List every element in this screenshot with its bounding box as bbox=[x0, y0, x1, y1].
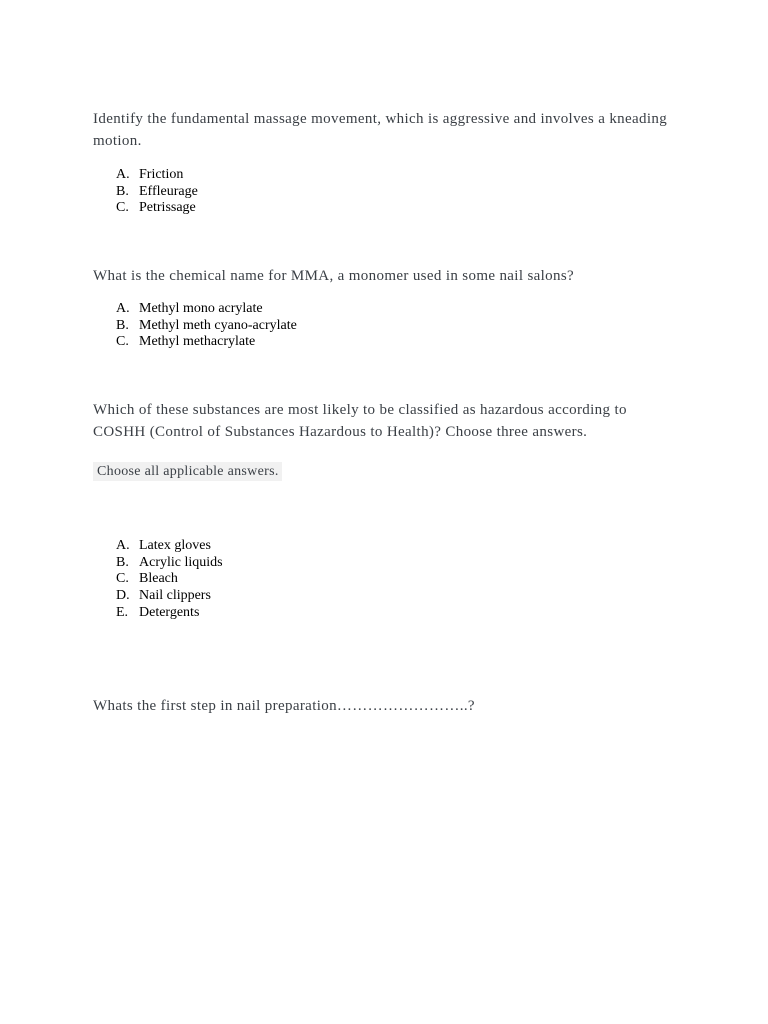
option-letter: C. bbox=[116, 200, 129, 216]
option-letter: A. bbox=[116, 167, 130, 182]
option-item bbox=[116, 167, 198, 184]
option-letter: A. bbox=[116, 538, 130, 553]
question-1-text: Identify the fundamental massage movement, which is aggressive and involves a kneading motion. bbox=[93, 111, 668, 149]
option-text: Petrissage bbox=[139, 200, 196, 216]
question-4-text: Whats the first step in nail preparation……………………..? bbox=[93, 698, 475, 714]
choose-all-hint: Choose all applicable answers. bbox=[93, 462, 282, 481]
option-item bbox=[116, 538, 223, 555]
option-item bbox=[116, 555, 223, 572]
option-text: Methyl methacrylate bbox=[139, 334, 256, 350]
option-item bbox=[116, 200, 198, 217]
option-text: Nail clippers bbox=[139, 588, 211, 604]
question-2-text: What is the chemical name for MMA, a monomer used in some nail salons? bbox=[93, 268, 575, 284]
option-text: Effleurage bbox=[139, 183, 198, 199]
option-item bbox=[116, 184, 198, 201]
question-2-options bbox=[116, 301, 297, 351]
option-item bbox=[116, 334, 297, 351]
option-item bbox=[116, 318, 297, 335]
question-3-text: Which of these substances are most likely to be classified as hazardous according to COSHH (Control of Substances Hazardous to Health)? Choose three answers. bbox=[93, 402, 627, 440]
option-item bbox=[116, 588, 223, 605]
option-item bbox=[116, 301, 297, 318]
option-letter: B. bbox=[116, 554, 129, 570]
option-item bbox=[116, 571, 223, 588]
option-letter: E. bbox=[116, 604, 129, 620]
option-text: Methyl mono acrylate bbox=[139, 301, 263, 316]
option-letter: C. bbox=[116, 571, 129, 587]
question-1-options bbox=[116, 167, 198, 217]
option-letter: C. bbox=[116, 334, 129, 350]
option-letter: D. bbox=[116, 588, 130, 604]
option-text: Acrylic liquids bbox=[139, 554, 223, 570]
option-text: Friction bbox=[139, 167, 184, 182]
option-letter: B. bbox=[116, 183, 129, 199]
option-letter: A. bbox=[116, 301, 130, 316]
option-text: Latex gloves bbox=[139, 538, 211, 553]
option-item bbox=[116, 605, 223, 622]
option-text: Methyl meth cyano-acrylate bbox=[139, 317, 297, 333]
option-text: Bleach bbox=[139, 571, 178, 587]
option-letter: B. bbox=[116, 317, 129, 333]
question-3-options bbox=[116, 538, 223, 622]
option-text: Detergents bbox=[139, 604, 200, 620]
